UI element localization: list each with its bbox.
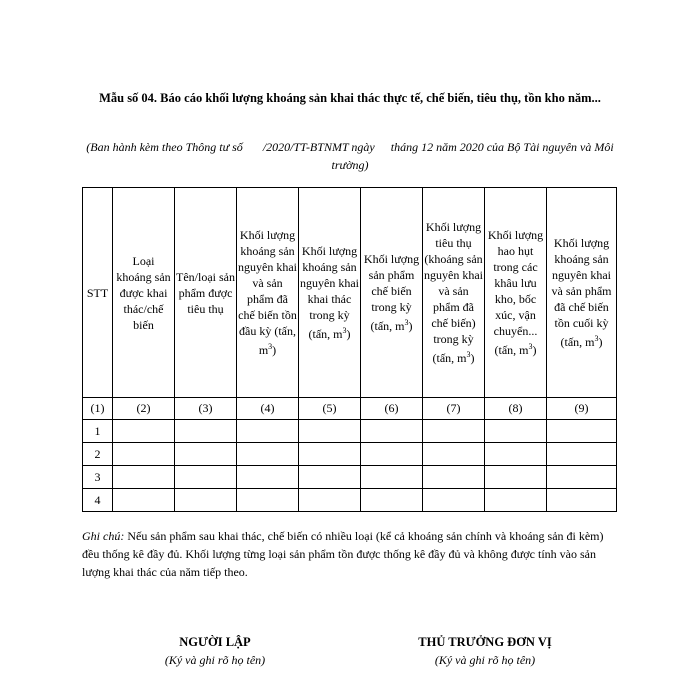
head-role: THỦ TRƯỞNG ĐƠN VỊ <box>418 635 552 649</box>
table-row <box>83 466 617 489</box>
header-stt: STT <box>83 188 113 398</box>
table-cell[interactable] <box>485 489 547 512</box>
column-number-row <box>83 398 617 420</box>
table-cell[interactable] <box>299 489 361 512</box>
table-cell[interactable] <box>299 443 361 466</box>
row-number: 2 <box>83 443 113 466</box>
decree-part-1: (Ban hành kèm theo Thông tư số <box>86 140 243 154</box>
header-mineral-type: Loại khoáng sản được khai thác/chế biến <box>113 188 175 398</box>
row-number: 1 <box>83 420 113 443</box>
table-cell[interactable] <box>299 466 361 489</box>
table-cell[interactable] <box>485 443 547 466</box>
report-table <box>82 187 617 512</box>
table-cell[interactable] <box>547 466 617 489</box>
table-cell[interactable] <box>423 443 485 466</box>
note-label: Ghi chú: <box>82 529 125 543</box>
table-cell[interactable] <box>113 443 175 466</box>
header-product-name: Tên/loại sản phẩm được tiêu thụ <box>175 188 237 398</box>
header-processed: Khối lượng sản phẩm chế biến trong kỳ (tấn, $m^3$) <box>361 188 423 398</box>
column-number: (9) <box>547 398 617 420</box>
table-row <box>83 420 617 443</box>
table-cell[interactable] <box>175 489 237 512</box>
column-number: (5) <box>299 398 361 420</box>
table-cell[interactable] <box>547 489 617 512</box>
table-cell[interactable] <box>175 443 237 466</box>
table-cell[interactable] <box>299 420 361 443</box>
header-loss: Khối lượng hao hụt trong các khâu lưu kho, bốc xúc, vận chuyển... (tấn, $m^3$) <box>485 188 547 398</box>
head-instruction: (Ký và ghi rõ họ tên) <box>434 653 536 667</box>
table-cell[interactable] <box>113 489 175 512</box>
table-cell[interactable] <box>175 420 237 443</box>
row-number: 4 <box>83 489 113 512</box>
column-number: (7) <box>423 398 485 420</box>
column-number: (6) <box>361 398 423 420</box>
table-cell[interactable] <box>113 466 175 489</box>
table-cell[interactable] <box>237 420 299 443</box>
signature-preparer <box>130 633 300 669</box>
column-number: (4) <box>237 398 299 420</box>
column-number: (8) <box>485 398 547 420</box>
table-cell[interactable] <box>423 489 485 512</box>
table-row <box>83 489 617 512</box>
table-row <box>83 443 617 466</box>
form-title: Mẫu số 04. Báo cáo khối lượng khoáng sản khai thác thực tế, chế biến, tiêu thụ, tồn kho năm... <box>99 91 601 105</box>
table-cell[interactable] <box>361 466 423 489</box>
table-cell[interactable] <box>423 420 485 443</box>
table-cell[interactable] <box>237 466 299 489</box>
note-section <box>82 527 616 581</box>
row-number: 3 <box>83 466 113 489</box>
decree-part-2: /2020/TT-BTNMT ngày <box>262 140 375 154</box>
table-cell[interactable] <box>361 420 423 443</box>
header-extracted: Khối lượng khoáng sản nguyên khai khai thác trong kỳ (tấn, $m^3$) <box>299 188 361 398</box>
decree-part-3: tháng 12 năm 2020 của Bộ Tài nguyên và Môi trường) <box>331 140 614 172</box>
column-number: (3) <box>175 398 237 420</box>
preparer-instruction: (Ký và ghi rõ họ tên) <box>164 653 266 667</box>
table-cell[interactable] <box>485 420 547 443</box>
note-text: Nếu sản phẩm sau khai thác, chế biến có nhiều loại (kể cả khoáng sản chính và khoáng sản đi kèm) đều thống kê đầy đủ. Khối lượng từng loại sản phẩm tồn được thống kê đầy đủ và không được tính vào sản lượng khai thác của năm tiếp theo. <box>82 529 604 579</box>
table-cell[interactable] <box>361 443 423 466</box>
table-cell[interactable] <box>547 443 617 466</box>
table-header-row <box>83 188 617 398</box>
table-cell[interactable] <box>361 489 423 512</box>
column-number: (2) <box>113 398 175 420</box>
header-opening-stock: Khối lượng khoáng sản nguyên khai và sản phẩm đã chế biến tồn đầu kỳ (tấn, $m^3$) <box>237 188 299 398</box>
table-cell[interactable] <box>423 466 485 489</box>
column-number: (1) <box>83 398 113 420</box>
table-cell[interactable] <box>237 443 299 466</box>
decree-reference <box>80 138 620 174</box>
table-cell[interactable] <box>237 489 299 512</box>
header-consumed: Khối lượng tiêu thụ (khoáng sản nguyên khai và sản phẩm đã chế biến) trong kỳ (tấn, $m^3$) <box>423 188 485 398</box>
preparer-role: NGƯỜI LẬP <box>179 635 251 649</box>
table-cell[interactable] <box>485 466 547 489</box>
header-closing-stock: Khối lượng khoáng sản nguyên khai và sản phẩm đã chế biến tồn cuối kỳ (tấn, $m^3$) <box>547 188 617 398</box>
table-cell[interactable] <box>113 420 175 443</box>
table-cell[interactable] <box>547 420 617 443</box>
signature-head <box>395 633 575 669</box>
table-cell[interactable] <box>175 466 237 489</box>
